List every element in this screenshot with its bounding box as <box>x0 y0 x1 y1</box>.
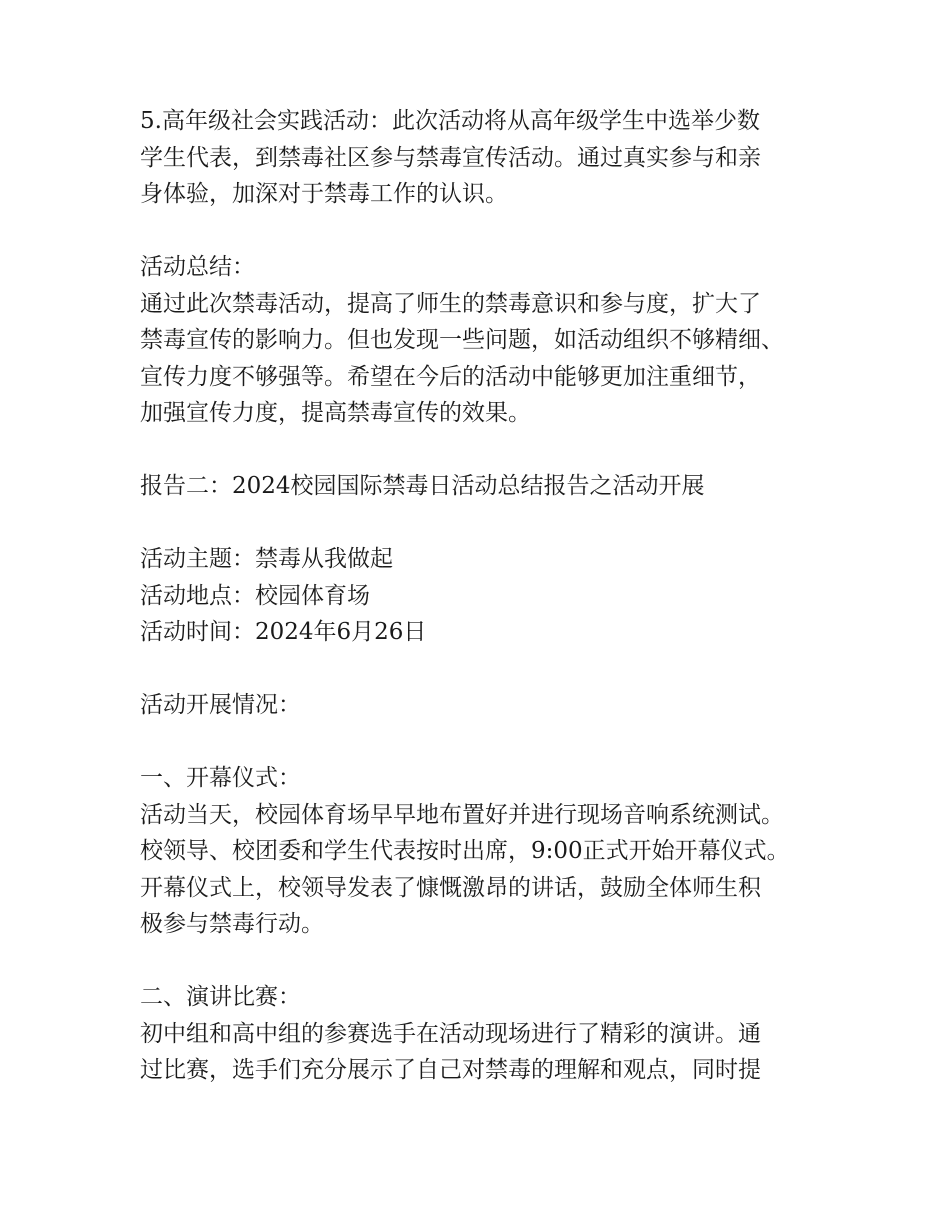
document-page <box>140 103 830 1089</box>
text-line: 活动当天，校园体育场早早地布置好并进行现场音响系统测试。 <box>140 801 784 828</box>
report2-title: 报告二：2024校园国际禁毒日活动总结报告之活动开展 <box>140 473 705 499</box>
activity-info <box>140 541 830 651</box>
text-line: 禁毒宣传的影响力。但也发现一些问题，如活动组织不够精细、 <box>140 327 784 353</box>
paragraph-gap <box>140 432 830 469</box>
paragraph-gap <box>140 505 830 542</box>
text-line: 身体验，加深对于禁毒工作的认识。 <box>140 181 508 207</box>
text-line: 加强宣传力度，提高禁毒宣传的效果。 <box>140 400 531 426</box>
paragraph-gap <box>140 651 830 688</box>
text-line: 极参与禁毒行动。 <box>140 911 324 937</box>
text-line: 5.高年级社会实践活动：此次活动将从高年级学生中选举少数 <box>140 108 760 134</box>
summary-heading: 活动总结： <box>140 254 255 280</box>
text-line: 校领导、校团委和学生代表按时出席，9:00正式开始开幕仪式。 <box>140 838 790 864</box>
opening-heading: 一、开幕仪式： <box>140 765 301 791</box>
activity-theme: 活动主题：禁毒从我做起 <box>140 546 393 572</box>
report2-title-paragraph <box>140 468 830 505</box>
activity-time: 活动时间：2024年6月26日 <box>140 619 427 645</box>
speech-paragraph <box>140 979 830 1089</box>
summary-paragraph <box>140 249 830 432</box>
paragraph-gap <box>140 724 830 761</box>
text-line: 学生代表，到禁毒社区参与禁毒宣传活动。通过真实参与和亲 <box>140 144 761 171</box>
text-line: 宣传力度不够强等。希望在今后的活动中能够更加注重细节， <box>140 363 761 390</box>
speech-heading: 二、演讲比赛： <box>140 984 301 1010</box>
paragraph-gap <box>140 943 830 980</box>
section5-paragraph <box>140 103 830 213</box>
paragraph-gap <box>140 213 830 250</box>
opening-paragraph <box>140 760 830 943</box>
progress-heading: 活动开展情况： <box>140 692 301 718</box>
text-line: 开幕仪式上，校领导发表了慷慨激昂的讲话，鼓励全体师生积 <box>140 874 761 901</box>
activity-location: 活动地点：校园体育场 <box>140 582 370 609</box>
text-line: 通过此次禁毒活动，提高了师生的禁毒意识和参与度，扩大了 <box>140 290 761 317</box>
progress-heading-paragraph <box>140 687 830 724</box>
text-line: 初中组和高中组的参赛选手在活动现场进行了精彩的演讲。通 <box>140 1020 761 1047</box>
text-line: 过比赛，选手们充分展示了自己对禁毒的理解和观点，同时提 <box>140 1057 761 1083</box>
